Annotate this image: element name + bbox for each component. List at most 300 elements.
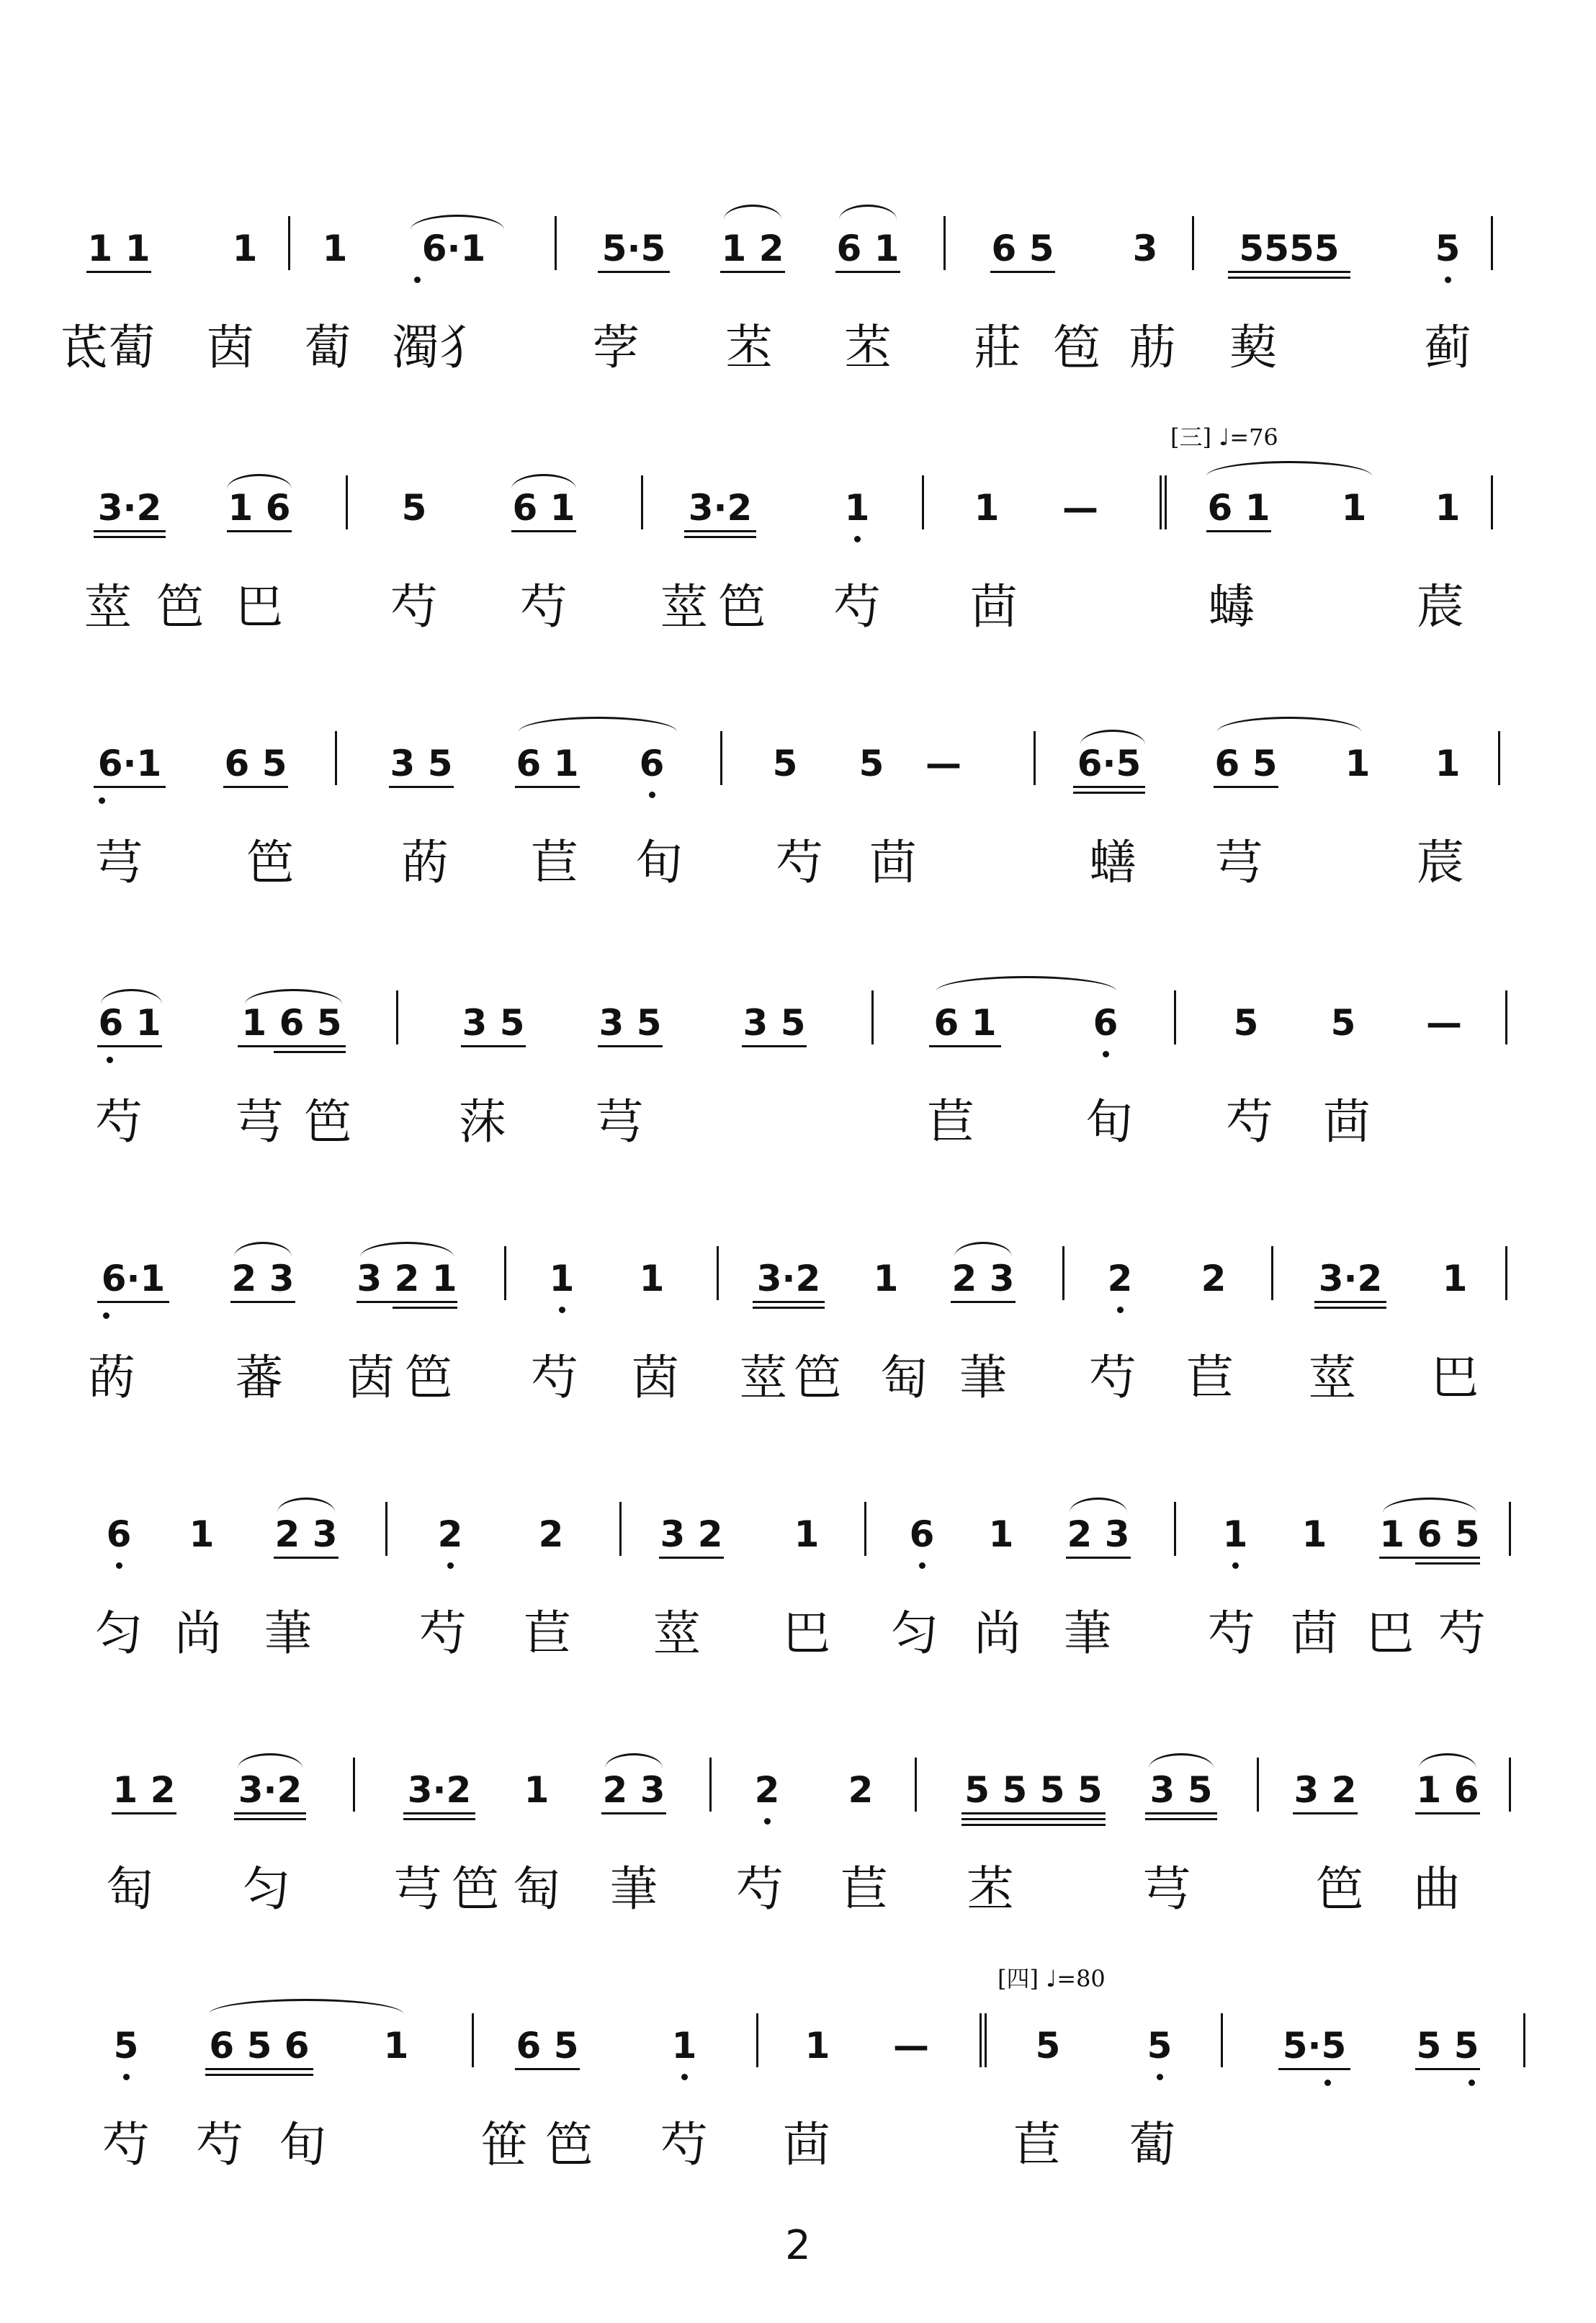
jianzi-glyph: 菂 xyxy=(401,835,449,890)
underline xyxy=(511,530,576,532)
note: 6 5 xyxy=(1214,743,1278,784)
jianzi-glyph: 芍 xyxy=(1208,1606,1255,1661)
jianzi-glyph: 茴 xyxy=(783,2117,830,2172)
section-marker: [三] ♩=76 xyxy=(1170,424,1278,451)
jianzi-line xyxy=(0,310,1596,403)
jianzi-glyph: 芎 xyxy=(1143,1861,1191,1917)
low-dot xyxy=(559,1307,565,1313)
jianzi-glyph: 茟 xyxy=(610,1861,658,1917)
low-dot xyxy=(1445,277,1451,283)
underline xyxy=(720,271,785,273)
jianzi-glyph: 葜 xyxy=(1229,320,1277,375)
underline xyxy=(1206,530,1271,532)
note: — xyxy=(893,2025,929,2067)
note: 6 xyxy=(1093,1002,1118,1044)
note: 6·5 xyxy=(1077,743,1142,784)
jianzi-line xyxy=(0,1851,1596,1945)
jianzi-glyph: 芎 xyxy=(1215,835,1263,890)
double-barline xyxy=(1160,475,1167,529)
jianzi-glyph: 芎 xyxy=(236,1094,283,1150)
system-5 xyxy=(0,1232,1596,1462)
slur xyxy=(1080,730,1145,745)
jianzi-glyph: 笆 xyxy=(545,2117,593,2172)
jianzi-glyph: 巴 xyxy=(1431,1350,1479,1405)
jianzi-glyph: 蟮 xyxy=(1089,835,1137,890)
jianzi-glyph: 芍 xyxy=(390,579,438,635)
jianzi-glyph: 旬 xyxy=(279,2117,326,2172)
underline xyxy=(1293,1812,1358,1814)
low-dot xyxy=(1232,1562,1239,1569)
slur xyxy=(936,976,1116,991)
jianzi-glyph: 濁犭 xyxy=(392,320,487,375)
slur xyxy=(277,1498,335,1513)
note: 1 6 xyxy=(1416,1769,1479,1811)
underline xyxy=(94,786,166,788)
note: 1 xyxy=(844,487,870,529)
jianzi-line xyxy=(0,1340,1596,1433)
jianzi-glyph: 笆 xyxy=(794,1350,841,1405)
jianzi-glyph: 匀 xyxy=(95,1606,143,1661)
note: 5 xyxy=(1147,2025,1173,2067)
underline xyxy=(1278,2068,1350,2070)
underline xyxy=(929,1045,1001,1047)
low-dot xyxy=(1469,2080,1475,2086)
jianzi-glyph: 芍 xyxy=(660,2117,708,2172)
note: 3 5 xyxy=(743,1002,806,1044)
jianzi-glyph: 蔔 xyxy=(304,320,351,375)
slur xyxy=(511,474,576,489)
note: 1 xyxy=(671,2025,697,2067)
jianzi-glyph: 芍 xyxy=(419,1606,467,1661)
underline xyxy=(205,2068,313,2070)
note: 3 5 xyxy=(462,1002,525,1044)
jianpu-line xyxy=(0,202,1596,303)
jianzi-glyph: 莊 xyxy=(974,320,1021,375)
jianzi-glyph: 莖 xyxy=(740,1350,787,1405)
jianzi-glyph: 莀 xyxy=(1417,835,1464,890)
underline xyxy=(1415,2068,1480,2070)
jianzi-glyph: 匀 xyxy=(243,1861,290,1917)
barline xyxy=(922,475,924,529)
jianzi-glyph: 苤 xyxy=(967,1861,1014,1917)
note: 3·2 xyxy=(688,487,753,529)
jianzi-glyph: 茡 xyxy=(592,320,640,375)
double-barline xyxy=(979,2013,987,2067)
barline xyxy=(1509,1758,1511,1812)
system-3 xyxy=(0,717,1596,947)
slur xyxy=(209,1999,403,2014)
slur xyxy=(1206,461,1372,476)
underline xyxy=(234,1812,306,1814)
barline xyxy=(385,1502,387,1556)
underline xyxy=(961,1824,1106,1826)
note: 3 2 xyxy=(1294,1769,1357,1811)
jianzi-glyph: 尚 xyxy=(174,1606,222,1661)
note: 6 5 xyxy=(224,743,287,784)
barline xyxy=(555,216,557,270)
jianzi-glyph: 曲 xyxy=(1413,1861,1461,1917)
underline xyxy=(1415,1562,1480,1565)
barline xyxy=(1192,216,1194,270)
underline xyxy=(961,1818,1106,1820)
jianpu-line xyxy=(0,1232,1596,1333)
note: 1 xyxy=(988,1513,1014,1555)
jianzi-glyph: 笆 xyxy=(156,579,204,635)
system-1 xyxy=(0,202,1596,432)
low-dot xyxy=(123,2074,130,2080)
note: 3 5 xyxy=(1149,1769,1213,1811)
jianzi-glyph: 尚 xyxy=(974,1606,1021,1661)
jianzi-glyph: 蔔 xyxy=(1129,2117,1176,2172)
low-dot xyxy=(1117,1307,1124,1313)
note: 2 xyxy=(848,1769,874,1811)
underline xyxy=(601,1812,666,1814)
jianzi-glyph: 苣 xyxy=(1013,2117,1061,2172)
note: 1 6 5 xyxy=(241,1002,342,1044)
note: 2 xyxy=(754,1769,780,1811)
note: 5 5 xyxy=(1416,2025,1479,2067)
note: 6 1 xyxy=(98,1002,161,1044)
note: 2 xyxy=(437,1513,463,1555)
note: 1 1 xyxy=(87,228,151,269)
jianzi-glyph: 莯 xyxy=(459,1094,506,1150)
barline xyxy=(756,2013,758,2067)
jianzi-glyph: 笆 xyxy=(246,835,294,890)
jianzi-glyph: 笹 xyxy=(480,2117,528,2172)
note: 1 xyxy=(1341,487,1367,529)
underline xyxy=(403,1818,475,1820)
jianzi-glyph: 莖 xyxy=(653,1606,701,1661)
slur xyxy=(724,205,781,220)
jianzi-glyph: 巴 xyxy=(236,579,283,635)
note: 6 xyxy=(106,1513,132,1555)
jianzi-glyph: 苤 xyxy=(844,320,892,375)
barline xyxy=(1221,2013,1223,2067)
jianzi-glyph: 茴 xyxy=(869,835,917,890)
page-number: 2 xyxy=(785,2222,811,2269)
barline xyxy=(720,731,722,785)
note: 2 xyxy=(1107,1258,1133,1299)
note: 3·2 xyxy=(238,1769,302,1811)
low-dot xyxy=(107,1057,113,1063)
underline xyxy=(389,786,454,788)
barline xyxy=(396,990,398,1044)
underline xyxy=(97,1045,162,1047)
note: 2 3 xyxy=(231,1258,295,1299)
note: 5 xyxy=(1233,1002,1259,1044)
note: 6 1 xyxy=(933,1002,997,1044)
slur xyxy=(227,474,292,489)
note: 6 5 xyxy=(516,2025,579,2067)
note: 5 xyxy=(113,2025,139,2067)
note: 1 xyxy=(1442,1258,1468,1299)
note: — xyxy=(1062,487,1098,529)
low-dot xyxy=(919,1562,925,1569)
note: 5 xyxy=(858,743,884,784)
jianzi-glyph: 茴 xyxy=(970,579,1018,635)
note: 5 xyxy=(1435,228,1461,269)
note: 1 xyxy=(1345,743,1371,784)
jianzi-glyph: 匋 xyxy=(106,1861,153,1917)
jianzi-glyph: 芍 xyxy=(520,579,568,635)
slur xyxy=(234,1242,292,1257)
underline xyxy=(598,271,670,273)
note: 3 2 xyxy=(660,1513,723,1555)
jianzi-glyph: 苣 xyxy=(1186,1350,1234,1405)
jianzi-glyph: 巴 xyxy=(1366,1606,1414,1661)
jianzi-glyph: 笆 xyxy=(405,1350,452,1405)
note: 1 xyxy=(974,487,1000,529)
note: 6 5 6 xyxy=(209,2025,310,2067)
jianzi-glyph: 巴 xyxy=(783,1606,830,1661)
jianzi-glyph: 茴 xyxy=(1291,1606,1338,1661)
low-dot xyxy=(1103,1051,1109,1057)
underline xyxy=(753,1307,825,1309)
jianzi-glyph: 莖 xyxy=(1309,1350,1356,1405)
note: 6 1 xyxy=(836,228,900,269)
note: 5555 xyxy=(1239,228,1340,269)
jianzi-glyph: 芍 xyxy=(196,2117,243,2172)
jianzi-glyph: 笆 xyxy=(304,1094,351,1150)
note: 3·2 xyxy=(97,487,162,529)
underline xyxy=(357,1301,457,1303)
underline xyxy=(234,1818,306,1820)
jianzi-glyph: 匋 xyxy=(513,1861,560,1917)
jianzi-glyph: 芎 xyxy=(394,1861,441,1917)
underline xyxy=(1228,271,1350,273)
slur xyxy=(1070,1498,1127,1513)
section-marker: [四] ♩=80 xyxy=(998,1965,1106,1992)
underline xyxy=(1073,792,1145,794)
jianzi-glyph: 芍 xyxy=(1226,1094,1273,1150)
underline xyxy=(86,271,151,273)
underline xyxy=(227,530,292,532)
underline xyxy=(515,786,580,788)
jianzi-glyph: 蓟 xyxy=(1424,320,1471,375)
jianzi-glyph: 莀 xyxy=(1417,579,1464,635)
note: 3·2 xyxy=(407,1769,472,1811)
low-dot xyxy=(1324,2080,1331,2086)
note: 6 5 xyxy=(991,228,1054,269)
note: 1 xyxy=(1435,487,1461,529)
low-dot xyxy=(99,797,105,804)
note: 5·5 xyxy=(1282,2025,1347,2067)
underline xyxy=(238,1045,346,1047)
jianpu-line xyxy=(0,1743,1596,1844)
jianpu-line xyxy=(0,717,1596,818)
barline xyxy=(1062,1246,1064,1300)
underline xyxy=(1145,1812,1217,1814)
barline xyxy=(1257,1758,1259,1812)
jianzi-line xyxy=(0,1084,1596,1178)
barline xyxy=(864,1502,866,1556)
low-dot xyxy=(116,1562,122,1569)
note: 3·2 xyxy=(1318,1258,1383,1299)
jianzi-glyph: 苣 xyxy=(927,1094,974,1150)
jianzi-glyph: 苣 xyxy=(531,835,578,890)
slur xyxy=(519,717,677,732)
jianzi-glyph: 芍 xyxy=(776,835,823,890)
note: 1 xyxy=(639,1258,665,1299)
underline xyxy=(742,1045,807,1047)
note: 3·2 xyxy=(756,1258,821,1299)
system-4 xyxy=(0,976,1596,1207)
underline xyxy=(835,271,900,273)
note: 1 xyxy=(189,1513,215,1555)
slur xyxy=(1149,1753,1214,1768)
note: 3 xyxy=(1132,228,1158,269)
jianzi-glyph: 芍 xyxy=(95,1094,143,1150)
low-dot xyxy=(854,536,861,542)
underline xyxy=(97,1301,169,1303)
note: 3 5 xyxy=(598,1002,662,1044)
underline xyxy=(112,1812,176,1814)
underline xyxy=(461,1045,526,1047)
underline xyxy=(1415,1812,1480,1814)
note: 6 xyxy=(909,1513,935,1555)
barline xyxy=(717,1246,719,1300)
barline xyxy=(619,1502,622,1556)
note: 1 6 xyxy=(228,487,291,529)
note: 5 xyxy=(401,487,427,529)
jianzi-glyph: 莖 xyxy=(84,579,132,635)
barline xyxy=(335,731,337,785)
underline xyxy=(515,2068,580,2070)
note: 3 5 xyxy=(390,743,453,784)
jianzi-glyph: 莖 xyxy=(660,579,708,635)
barline xyxy=(871,990,874,1044)
note: 6·1 xyxy=(421,228,486,269)
jianpu-line xyxy=(0,976,1596,1077)
jianzi-glyph: 芍 xyxy=(833,579,881,635)
barline xyxy=(353,1758,355,1812)
jianzi-glyph: 茴 xyxy=(1323,1094,1371,1150)
jianzi-glyph: 笆 xyxy=(1316,1861,1363,1917)
barline xyxy=(1491,216,1493,270)
note: 2 3 xyxy=(951,1258,1015,1299)
low-dot xyxy=(649,792,655,798)
underline xyxy=(598,1045,663,1047)
underline xyxy=(990,271,1055,273)
underline xyxy=(1066,1557,1131,1559)
jianpu-line xyxy=(0,1487,1596,1588)
note: 2 3 xyxy=(602,1769,665,1811)
note: 1 6 5 xyxy=(1379,1513,1480,1555)
note: 6 xyxy=(639,743,665,784)
underline xyxy=(684,530,756,532)
jianpu-line xyxy=(0,461,1596,562)
note: 3 2 1 xyxy=(357,1258,457,1299)
note: 5 xyxy=(772,743,798,784)
barline xyxy=(1505,990,1507,1044)
slur xyxy=(839,205,897,220)
barline xyxy=(709,1758,712,1812)
jianzi-line xyxy=(0,825,1596,918)
barline xyxy=(1271,1246,1273,1300)
barline xyxy=(1174,1502,1176,1556)
note: 5 xyxy=(1330,1002,1356,1044)
jianzi-glyph: 芎 xyxy=(596,1094,643,1150)
low-dot xyxy=(681,2074,688,2080)
jianzi-glyph: 茵 xyxy=(632,1350,679,1405)
jianzi-glyph: 旬 xyxy=(1085,1094,1133,1150)
barline xyxy=(472,2013,474,2067)
underline xyxy=(659,1557,724,1559)
barline xyxy=(1498,731,1500,785)
note: 1 xyxy=(322,228,348,269)
underline xyxy=(1228,277,1350,279)
slur xyxy=(954,1242,1012,1257)
barline xyxy=(1491,475,1493,529)
jianzi-glyph: 苤 xyxy=(725,320,773,375)
jianzi-glyph: 笣 xyxy=(1053,320,1100,375)
system-8 xyxy=(0,1999,1596,2229)
jianzi-glyph: 苣 xyxy=(524,1606,571,1661)
note: 1 xyxy=(524,1769,550,1811)
note: 5·5 xyxy=(601,228,666,269)
jianzi-glyph: 茟 xyxy=(264,1606,312,1661)
slur xyxy=(238,1753,302,1768)
barline xyxy=(288,216,290,270)
jianzi-glyph: 蕃 xyxy=(236,1350,283,1405)
barline xyxy=(1174,990,1176,1044)
underline xyxy=(951,1301,1016,1303)
slur xyxy=(411,215,504,230)
jianzi-glyph: 芍 xyxy=(1438,1606,1486,1661)
slur xyxy=(245,989,342,1004)
underline xyxy=(274,1557,339,1559)
note: 2 3 xyxy=(1067,1513,1130,1555)
underline xyxy=(205,2074,313,2076)
barline xyxy=(1509,1502,1511,1556)
underline xyxy=(94,536,166,538)
underline xyxy=(753,1301,825,1303)
jianzi-line xyxy=(0,2107,1596,2201)
underline xyxy=(1379,1557,1480,1559)
barline xyxy=(1034,731,1036,785)
underline xyxy=(230,1301,295,1303)
note: 2 xyxy=(1201,1258,1227,1299)
jianzi-glyph: 芎 xyxy=(95,835,143,890)
note: 1 xyxy=(1301,1513,1327,1555)
note: 1 2 xyxy=(112,1769,176,1811)
note: 1 xyxy=(1222,1513,1248,1555)
system-6 xyxy=(0,1487,1596,1718)
low-dot xyxy=(103,1312,109,1319)
note: 2 3 xyxy=(274,1513,338,1555)
jianzi-line xyxy=(0,1595,1596,1689)
underline xyxy=(1214,786,1278,788)
underline xyxy=(1073,786,1145,788)
system-2 xyxy=(0,461,1596,691)
note: 2 xyxy=(538,1513,564,1555)
note: 5 5 5 5 xyxy=(964,1769,1103,1811)
low-dot xyxy=(1157,2074,1163,2080)
note: 1 2 xyxy=(721,228,784,269)
jianzi-glyph: 茟 xyxy=(1064,1606,1111,1661)
underline xyxy=(1145,1818,1217,1820)
jianzi-glyph: 笆 xyxy=(718,579,766,635)
jianzi-glyph: 茵 xyxy=(347,1350,395,1405)
note: 1 xyxy=(794,1513,820,1555)
jianzi-glyph: 茋蔔 xyxy=(60,320,156,375)
note: — xyxy=(1426,1002,1462,1044)
barline xyxy=(943,216,946,270)
note: 1 xyxy=(804,2025,830,2067)
note: 1 xyxy=(383,2025,409,2067)
underline xyxy=(684,536,756,538)
jianzi-glyph: 茟 xyxy=(959,1350,1007,1405)
